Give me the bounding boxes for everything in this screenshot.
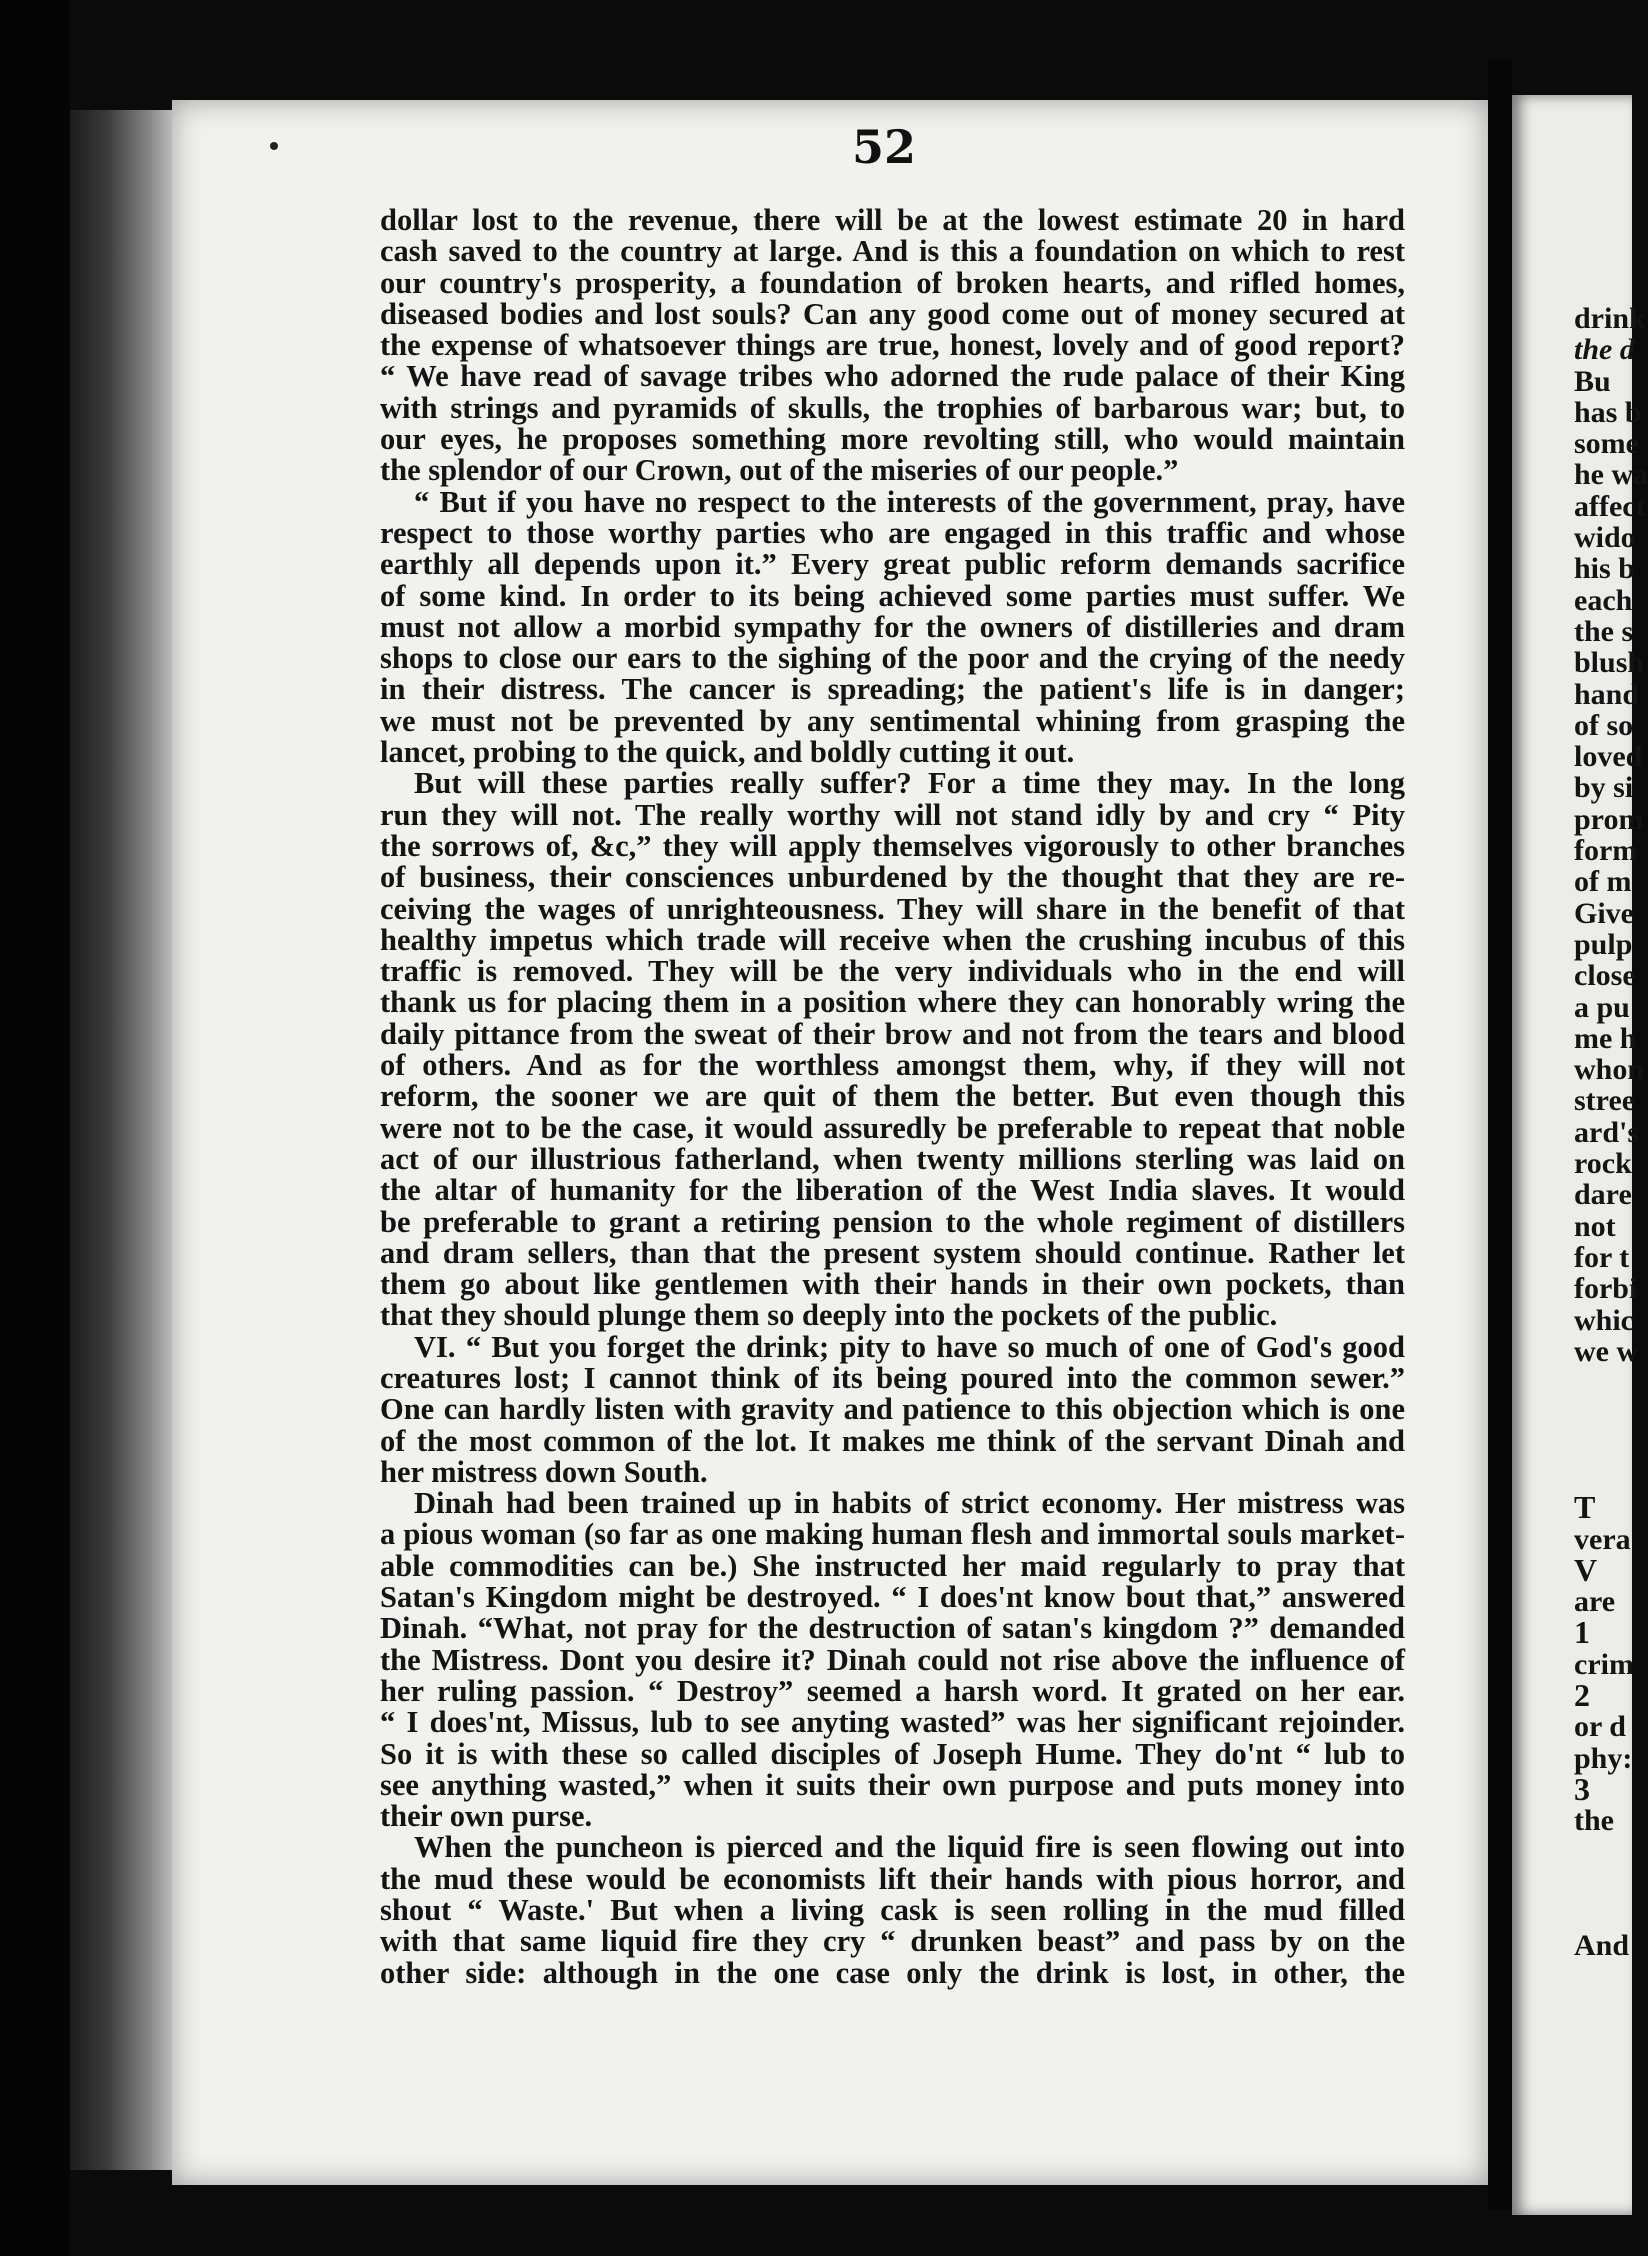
text-line: must not allow a morbid sympathy for the owners of distilleries and dram [380,609,1405,644]
blank-line [1574,1367,1648,1398]
text-line: and dram sellers, than that the present system should continue. Rather let [380,1235,1405,1270]
text-line: them go about like gentlemen with their hands in their own pockets, than [380,1267,1405,1302]
adjacent-text-line: forbi [1574,1272,1638,1306]
adjacent-text-line: me h [1574,1021,1637,1055]
text-line: One can hardly listen with gravity and patience to this objection which is one [380,1392,1405,1427]
text-line: lancet, probing to the quick, and boldly cutting it out. [380,735,1075,770]
adjacent-text-line: or d [1574,1710,1626,1744]
adjacent-text-line: 2 [1574,1677,1590,1714]
adjacent-text-line: for t [1574,1240,1630,1274]
blank-line [1574,1398,1648,1429]
text-line: But will these parties really suffer? For a time they may. In the long [414,766,1405,801]
adjacent-page-text [1574,303,1648,1962]
text-line: were not to be the case, it would assuredly be preferable to repeat that noble [380,1110,1405,1145]
text-line: reform, the sooner we are quit of them the better. But even though this [380,1079,1405,1114]
page-body-text [380,205,1405,1989]
text-line: earthly all depends upon it.” Every great public reform demands sacrifice [380,547,1405,582]
adjacent-text-line: V [1574,1551,1598,1588]
text-line: their own purse. [380,1799,593,1834]
adjacent-text-line: a pu [1574,990,1630,1024]
adjacent-text-line: he wa [1574,458,1648,492]
adjacent-text-line: whic [1574,1303,1634,1337]
text-line: the altar of humanity for the liberation of the West India slaves. It would [380,1173,1405,1208]
adjacent-text-line: close [1574,959,1636,993]
adjacent-page [1512,95,1648,2215]
scan-left-edge [0,0,70,2256]
adjacent-text-line: we w [1574,1334,1639,1368]
text-line: cash saved to the country at large. And is this a foundation on which to rest [380,234,1405,269]
text-line: see anything wasted,” when it suits their own purpose and puts money into [380,1767,1405,1802]
text-line: shout “ Waste.' But when a living cask is seen rolling in the mud filled [380,1893,1405,1928]
text-line: with strings and pyramids of skulls, the trophies of barbarous war; but, to [380,390,1405,425]
adjacent-text-line: are [1574,1585,1616,1619]
text-line: healthy impetus which trade will receive when the crushing incubus of this [380,922,1405,957]
adjacent-text-line: not [1574,1209,1616,1243]
binding-shadow [70,110,178,2170]
adjacent-text-line: stree [1574,1084,1636,1118]
text-line: of business, their consciences unburdened by the thought that they are re- [380,860,1405,895]
adjacent-text-line: of m [1574,865,1632,899]
blank-line [1574,1868,1648,1899]
adjacent-text-line: affect [1574,489,1646,523]
adjacent-text-line: of so [1574,708,1634,742]
adjacent-text-line: drink [1574,302,1646,335]
book-gutter [1488,60,1512,2210]
blank-line [1574,1430,1648,1461]
text-line: be preferable to grant a retiring pension to the whole regiment of distillers [380,1204,1405,1239]
text-line: diseased bodies and lost souls? Can any good come out of money secured at [380,296,1405,331]
text-line: So it is with these so called disciples of Joseph Hume. They do'nt “ lub to [380,1736,1405,1771]
adjacent-text-line: has b [1574,395,1642,429]
text-line: of the most common of the lot. It makes me think of the servant Dinah and [380,1423,1405,1458]
text-line: “ We have read of savage tribes who adorned the rude palace of their King [380,359,1405,394]
adjacent-text-line: whon [1574,1053,1645,1087]
text-line: with that same liquid fire they cry “ drunken beast” and pass by on the [380,1924,1405,1959]
blank-line [1574,1461,1648,1492]
adjacent-text-line: loved [1574,740,1643,774]
adjacent-text-line: wido [1574,521,1636,555]
page-number: 52 [852,120,917,174]
adjacent-text-line: dare [1574,1178,1632,1212]
adjacent-text-line: Give [1574,896,1634,930]
adjacent-text-line: the [1574,1804,1614,1838]
text-line: we must not be prevented by any sentimental whining from grasping the [380,703,1405,738]
adjacent-text-line: hand [1574,677,1640,711]
adjacent-text-line: by si [1574,771,1634,805]
text-line: her mistress down South. [380,1454,708,1489]
text-line: thank us for placing them in a position where they can honorably wring the [380,985,1405,1020]
text-line: “ I does'nt, Missus, lub to see anyting wasted” was her significant rejoinder. [380,1705,1405,1740]
adjacent-text-line: vera [1574,1522,1631,1556]
text-line: When the puncheon is pierced and the liquid fire is seen flowing out into [414,1830,1405,1865]
text-line: creatures lost; I cannot think of its being poured into the common sewer.” [380,1360,1405,1395]
blank-line [1574,1899,1648,1930]
text-line: daily pittance from the sweat of their brow and not from the tears and blood [380,1016,1405,1051]
adjacent-text-line: prom [1574,802,1644,836]
text-line: other side: although in the one case only the drink is lost, in other, the [380,1955,1405,1990]
adjacent-text-line: the s [1574,614,1634,648]
adjacent-text-line: crim [1574,1647,1634,1681]
text-line: the mud these would be economists lift their hands with pious horror, and [380,1861,1405,1896]
text-line: the sorrows of, &c,” they will apply themselves vigorously to other branches [380,828,1405,863]
text-line: the Mistress. Dont you desire it? Dinah could not rise above the influence of [380,1642,1405,1677]
text-line: that they should plunge them so deeply into the pockets of the public. [380,1298,1278,1333]
adjacent-text-line: phy: [1574,1741,1633,1775]
text-line: respect to those worthy parties who are engaged in this traffic and whose [380,515,1405,550]
text-line: able commodities can be.) She instructed her maid regularly to pray that [380,1548,1405,1583]
text-line: in their distress. The cancer is spreading; the patient's life is in danger; [380,672,1405,707]
adjacent-text-line: his b [1574,552,1635,586]
adjacent-text-line: 3 [1574,1770,1590,1807]
text-line: of others. And as for the worthless amongst them, why, if they will not [380,1048,1405,1083]
text-line: ceiving the wages of unrighteousness. They will share in the benefit of that [380,891,1405,926]
adjacent-text-line: 1 [1574,1614,1590,1651]
text-line: our country's prosperity, a foundation of broken hearts, and rifled homes, [380,265,1405,300]
text-line: the splendor of our Crown, out of the miseries of our people.” [380,453,1179,488]
text-line: run they will not. The really worthy will not stand idly by and cry “ Pity [380,797,1405,832]
adjacent-text-line: some [1574,427,1639,461]
text-line: Dinah had been trained up in habits of strict economy. Her mistress was [414,1486,1405,1521]
text-line: VI. “ But you forget the drink; pity to have so much of one of God's good [414,1329,1405,1364]
blank-line [1574,1837,1648,1868]
adjacent-text-line: Bu [1574,364,1611,398]
adjacent-text-line: blush [1574,646,1645,680]
adjacent-text-line: the d [1574,333,1635,367]
adjacent-text-line: form [1574,834,1638,868]
text-line: of some kind. In order to its being achieved some parties must suffer. We [380,578,1405,613]
text-line: our eyes, he proposes something more revolting still, who would maintain [380,422,1405,457]
adjacent-text-line: T [1574,1489,1596,1526]
adjacent-text-line: ard's [1574,1115,1640,1149]
text-line: shops to close our ears to the sighing of the poor and the crying of the needy [380,641,1405,676]
text-line: Satan's Kingdom might be destroyed. “ I does'nt know bout that,” answered [380,1580,1405,1615]
text-line: her ruling passion. “ Destroy” seemed a harsh word. It grated on her ear. [380,1673,1405,1708]
adjacent-text-line: pulp [1574,927,1633,961]
text-line: a pious woman (so far as one making human flesh and immortal souls market- [380,1517,1405,1552]
text-line: Dinah. “What, not pray for the destruction of satan's kingdom ?” demanded [380,1611,1405,1646]
text-line: traffic is removed. They will be the very individuals who in the end will [380,954,1405,989]
text-line: “ But if you have no respect to the interests of the government, pray, have [414,484,1405,519]
text-line: dollar lost to the revenue, there will be at the lowest estimate 20 in hard [380,203,1405,237]
text-line: act of our illustrious fatherland, when twenty millions sterling was laid on [380,1141,1405,1176]
ink-dot [270,142,278,150]
text-line: the expense of whatsoever things are true, honest, lovely and of good report? [380,328,1405,363]
adjacent-text-line: rock [1574,1147,1632,1181]
adjacent-text-line: And [1574,1929,1630,1963]
adjacent-text-line: each [1574,583,1633,617]
